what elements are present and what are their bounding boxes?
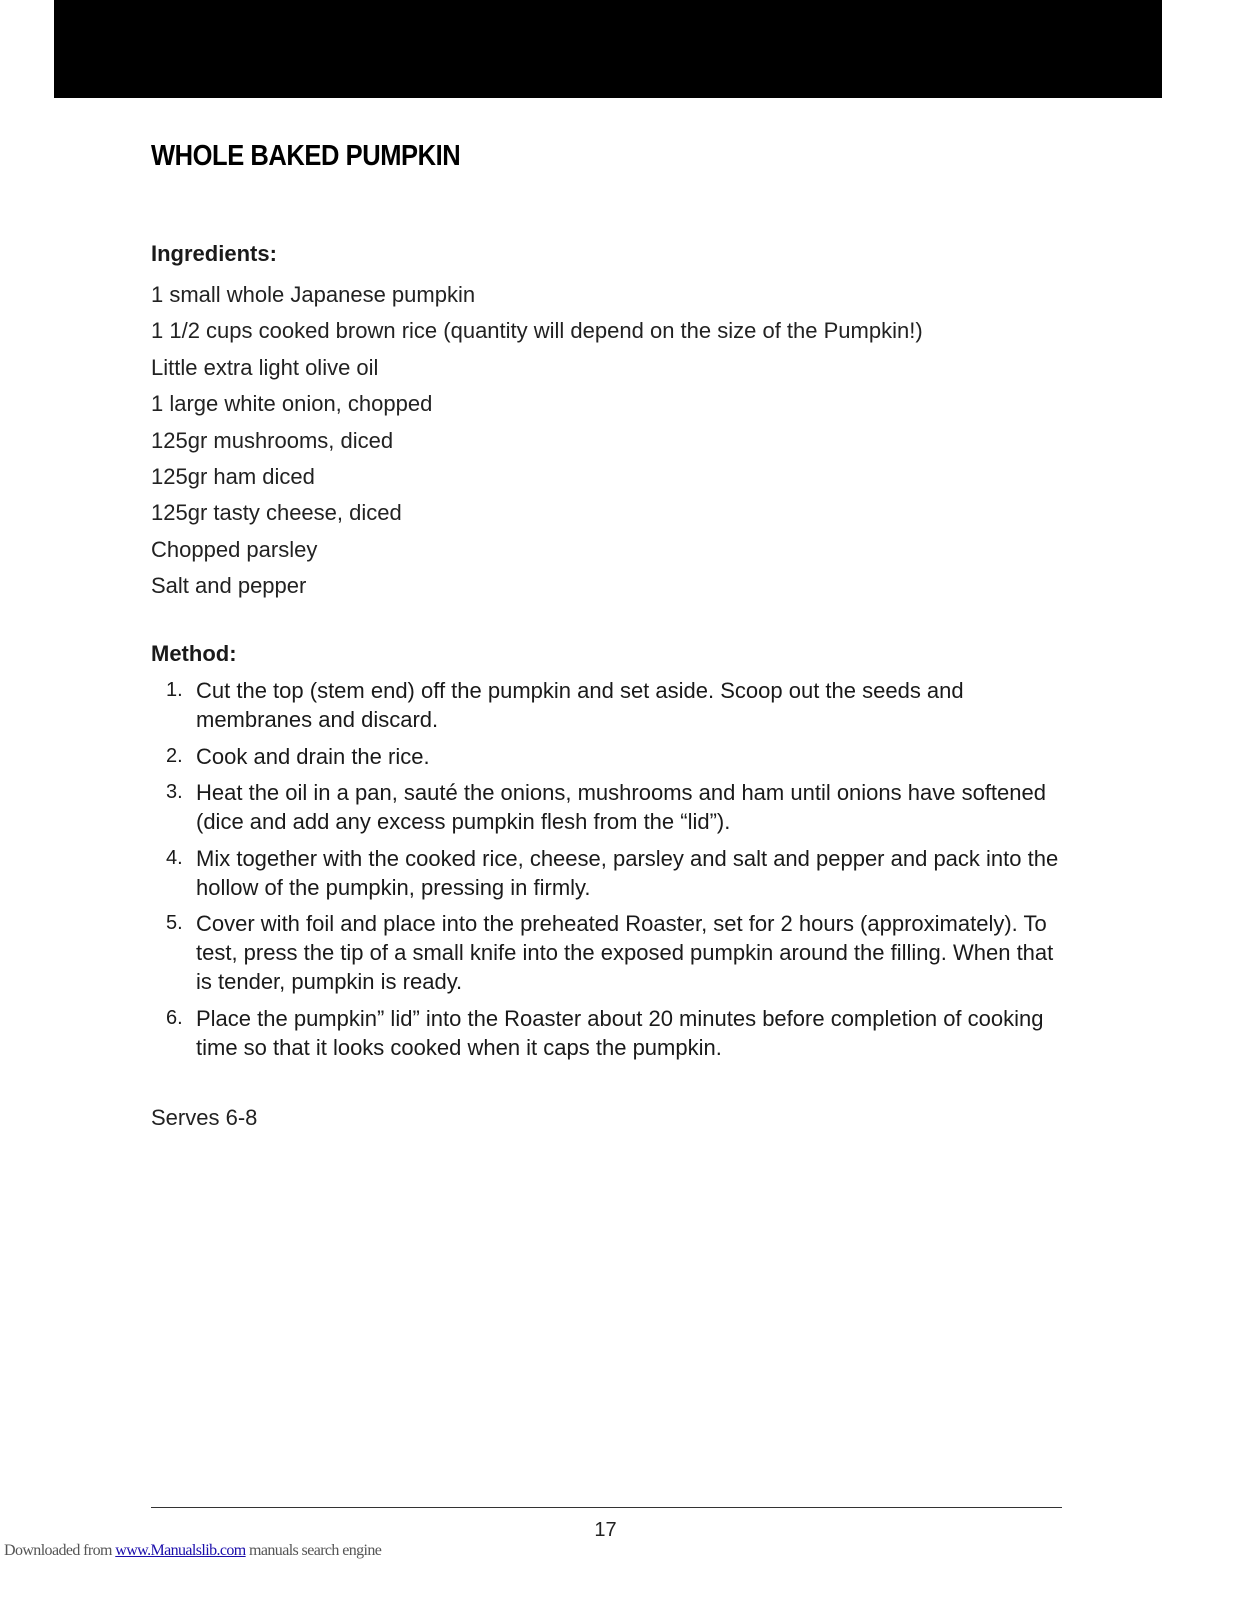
download-suffix: manuals search engine	[245, 1542, 382, 1559]
recipe-title: WHOLE BAKED PUMPKIN	[151, 140, 461, 172]
ingredient-item: 125gr mushrooms, diced	[151, 427, 394, 453]
ingredient-item: Chopped parsley	[151, 536, 318, 562]
page-number: 17	[594, 1519, 617, 1541]
ingredient-item: 1 1/2 cups cooked brown rice (quantity will depend on the size of the Pumpkin!)	[151, 318, 923, 344]
download-prefix: Downloaded from	[4, 1542, 116, 1559]
step-number: 1.	[166, 679, 183, 701]
ingredient-item: 125gr ham diced	[151, 464, 315, 490]
ingredient-item: 1 small whole Japanese pumpkin	[151, 282, 476, 307]
step-text: Heat the oil in a pan, sauté the onions, mushrooms and ham until onions have softened (dice and add any excess pumpkin flesh from the “lid”).	[196, 780, 1046, 834]
step-number: 5.	[166, 912, 183, 934]
header-band	[54, 0, 1162, 98]
ingredient-item: Salt and pepper	[151, 573, 307, 599]
ingredient-item: 1 large white onion, chopped	[151, 391, 433, 417]
step-number: 4.	[166, 846, 183, 869]
serves-note: Serves 6-8	[151, 1105, 258, 1130]
download-note	[4, 1542, 381, 1560]
step-text: Place the pumpkin” lid” into the Roaster about 20 minutes before completion of cooking time so that it looks cooked when it caps the pumpkin.	[196, 1005, 1044, 1060]
method-step	[151, 742, 1071, 771]
method-step	[151, 1004, 1071, 1062]
method-heading: Method:	[151, 641, 237, 666]
method-step	[151, 778, 1071, 836]
step-text: Cook and drain the rice.	[196, 743, 430, 769]
method-steps	[151, 676, 1071, 1069]
ingredient-item: 125gr tasty cheese, diced	[151, 500, 402, 526]
footer-divider	[151, 1507, 1062, 1508]
step-text: Cover with foil and place into the preheated Roaster, set for 2 hours (approximately). To test, press the tip of a small knife into the exposed pumpkin around the filling. When that is tender, pumpkin is ready.	[196, 911, 1054, 994]
method-step	[151, 844, 1071, 902]
step-number: 2.	[166, 744, 183, 767]
ingredient-item: Little extra light olive oil	[151, 354, 379, 380]
step-number: 6.	[166, 1006, 183, 1029]
step-number: 3.	[166, 781, 183, 803]
method-step	[151, 676, 1071, 734]
ingredients-list	[151, 277, 923, 605]
ingredients-heading: Ingredients:	[151, 241, 277, 266]
step-text: Mix together with the cooked rice, cheese, parsley and salt and pepper and pack into the hollow of the pumpkin, pressing in firmly.	[196, 845, 1059, 900]
manualslib-link[interactable]: www.Manualslib.com	[115, 1542, 246, 1559]
method-step	[151, 909, 1071, 996]
step-text: Cut the top (stem end) off the pumpkin and set aside. Scoop out the seeds and membranes and discard.	[196, 678, 964, 732]
